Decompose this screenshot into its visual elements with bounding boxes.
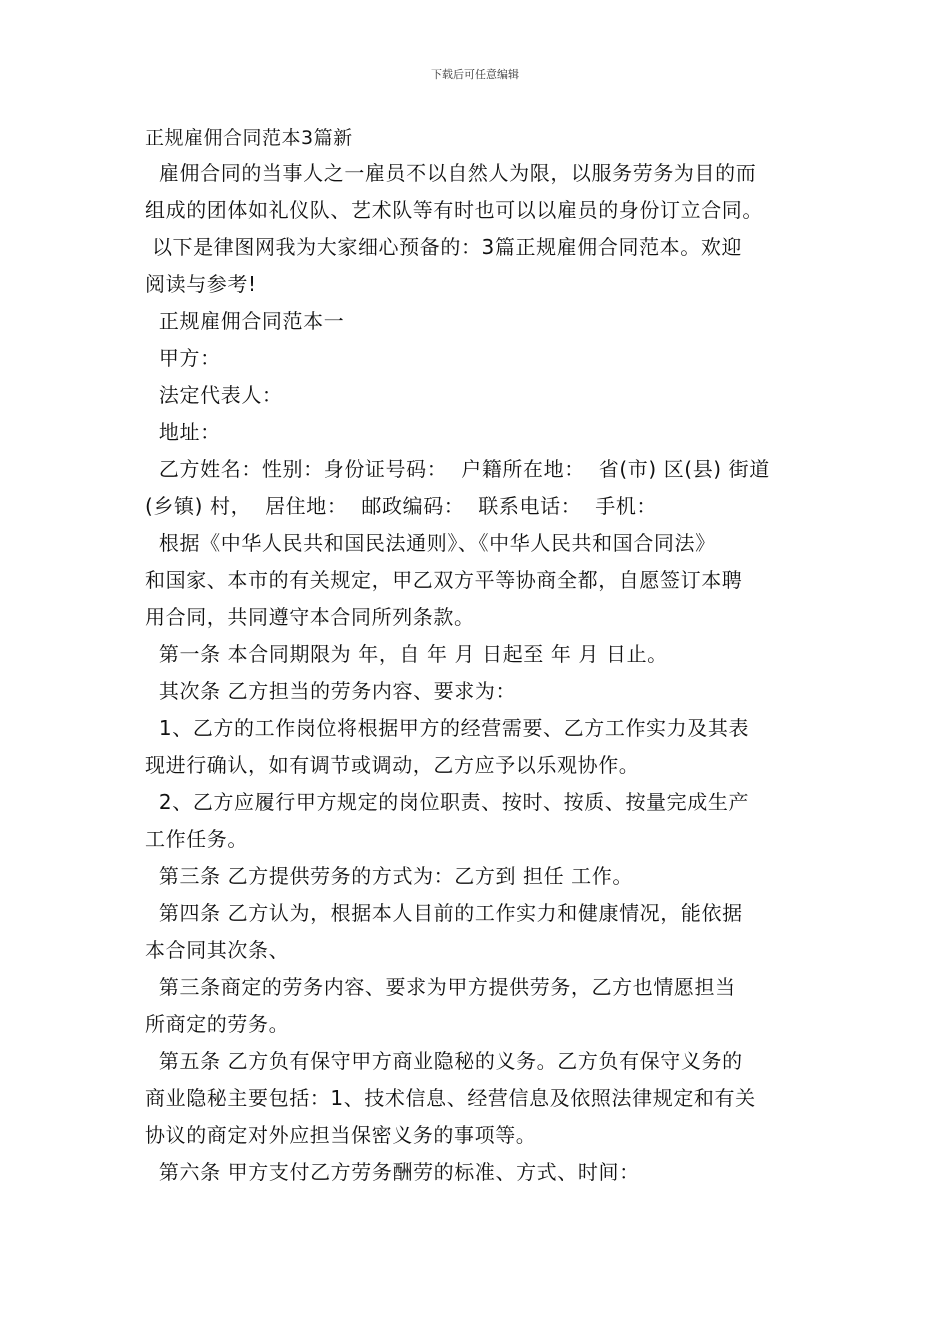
body-text-line: 商业隐秘主要包括：1、技术信息、经营信息及依照法律规定和有关	[145, 1086, 756, 1110]
body-text-line: 第五条 乙方负有保守甲方商业隐秘的义务。乙方负有保守义务的	[145, 1049, 743, 1073]
body-text-line: 2、乙方应履行甲方规定的岗位职责、按时、按质、按量完成生产	[145, 790, 750, 814]
body-text-line: 1、乙方的工作岗位将根据甲方的经营需要、乙方工作实力及其表	[145, 716, 750, 740]
body-text-line: 现进行确认，如有调节或调动，乙方应予以乐观协作。	[145, 753, 640, 777]
body-text-line: 正规雇佣合同范本一	[145, 309, 345, 333]
body-text-line: 和国家、本市的有关规定，甲乙双方平等协商全都，自愿签订本聘	[145, 568, 743, 592]
body-text-line: 雇佣合同的当事人之一雇员不以自然人为限，以服务劳务为目的而	[145, 161, 757, 185]
body-text-line: 阅读与参考!	[145, 272, 257, 296]
body-text-line: 其次条 乙方担当的劳务内容、要求为：	[145, 679, 517, 703]
body-text-line: 甲方：	[145, 346, 221, 370]
body-text-line: 以下是律图网我为大家细心预备的：3篇正规雇佣合同范本。欢迎	[145, 235, 743, 259]
body-text-line: 组成的团体如礼仪队、艺术队等有时也可以以雇员的身份订立合同。	[145, 198, 763, 222]
body-text-line: 工作任务。	[145, 827, 248, 851]
body-text-line: 地址：	[145, 420, 221, 444]
page-header-note: 下载后可任意编辑	[431, 68, 519, 81]
body-text-line: 乙方姓名：性别：身份证号码： 户籍所在地： 省(市) 区(县) 街道	[145, 457, 770, 481]
body-text-line: 所商定的劳务。	[145, 1012, 290, 1036]
body-text-line: 第四条 乙方认为，根据本人目前的工作实力和健康情况，能依据	[145, 901, 743, 925]
body-text-line: 第三条商定的劳务内容、要求为甲方提供劳务，乙方也情愿担当	[145, 975, 736, 999]
document-body	[145, 155, 813, 1191]
body-text-line: 本合同其次条、	[145, 938, 290, 962]
body-text-line: (乡镇) 村， 居住地： 邮政编码： 联系电话： 手机：	[145, 494, 658, 518]
body-text-line: 法定代表人：	[145, 383, 283, 407]
body-text-line: 第三条 乙方提供劳务的方式为：乙方到 担任 工作。	[145, 864, 633, 888]
body-text-line: 第六条 甲方支付乙方劳务酬劳的标准、方式、时间：	[145, 1160, 640, 1184]
document-title: 正规雇佣合同范本3篇新	[145, 127, 353, 149]
body-text-line: 根据《中华人民共和国民法通则》、《中华人民共和国合同法》	[145, 531, 716, 555]
body-text-line: 用合同，共同遵守本合同所列条款。	[145, 605, 475, 629]
body-text-line: 第一条 本合同期限为 年，自 年 月 日起至 年 月 日止。	[145, 642, 668, 666]
body-text-line: 协议的商定对外应担当保密义务的事项等。	[145, 1123, 537, 1147]
